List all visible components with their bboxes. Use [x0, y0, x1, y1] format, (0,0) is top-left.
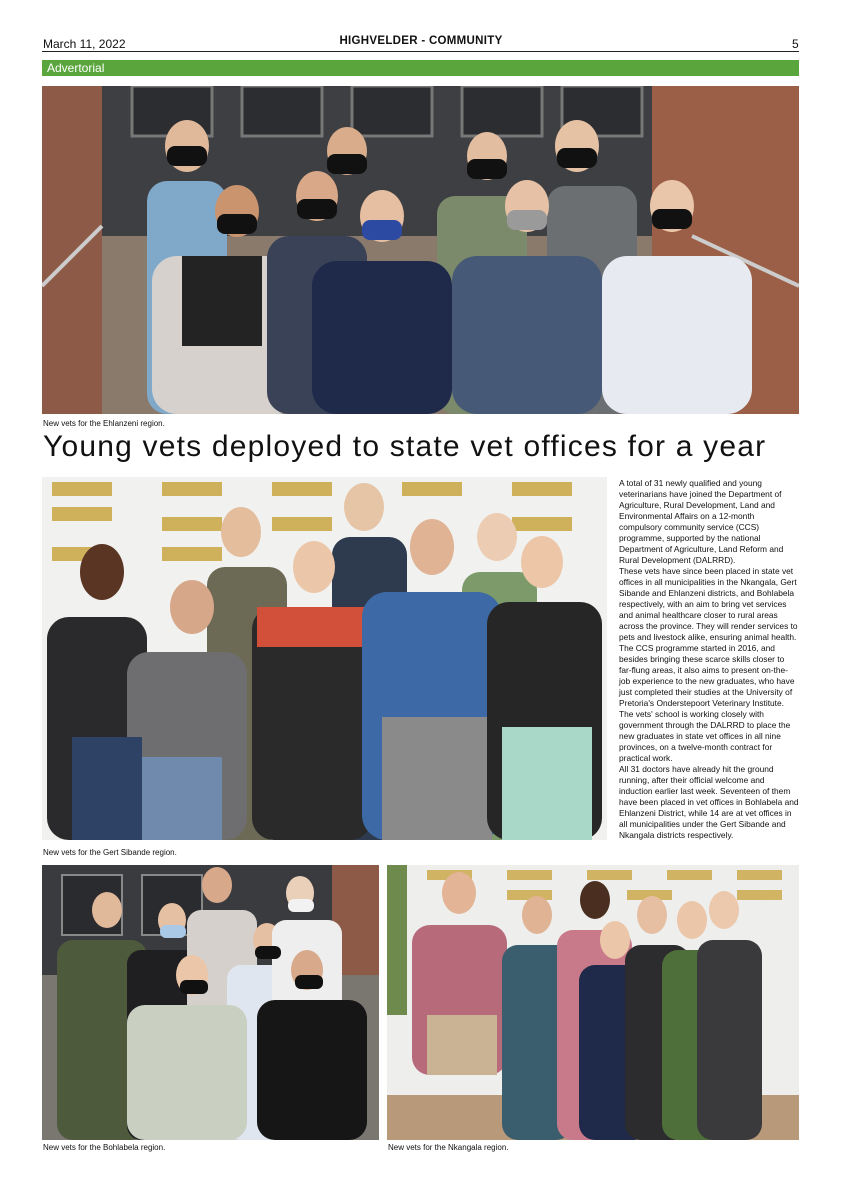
- photo-nkangala: [387, 865, 799, 1140]
- advertorial-label: Advertorial: [47, 61, 105, 75]
- photo-ehlanzeni: [42, 86, 799, 414]
- caption-nkangala: New vets for the Nkangala region.: [388, 1143, 509, 1152]
- advertorial-banner: [42, 60, 799, 76]
- issue-date: March 11, 2022: [43, 37, 126, 51]
- photo-bohlabela: [42, 865, 379, 1140]
- article-paragraph: These vets have since been placed in state vet offices in all municipalities in the Nkangala, Gert Sibande and Ehlanzeni districts, and Bohlabela respectively, with an aim to bring vet services and animal healthcare closer to rural areas across the province. They will render services to pets and livestock alike, ensuring animal health.: [619, 566, 798, 642]
- article-headline: Young vets deployed to state vet offices for a year: [43, 430, 767, 463]
- caption-gert-sibande: New vets for the Gert Sibande region.: [43, 848, 177, 857]
- section-title: HIGHVELDER - COMMUNITY: [339, 35, 503, 47]
- page-number: 5: [792, 37, 799, 51]
- article-paragraph: A total of 31 newly qualified and young veterinarians have joined the Department of Agriculture, Rural Development, Land and Environmental Affairs on a 12-month compulsory community service (CCS) programme, supported by the national Department of Agriculture, Land Reform and Rural Development (DALRRD).: [619, 478, 784, 565]
- article-paragraph: All 31 doctors have already hit the ground running, after their official welcome and induction earlier last week. Seventeen of them have been placed in vet offices in Bohlabela and Ehlanzeni District, while 14 are at vet offices in all municipalities under the Gert Sibande and Nkangala districts respectively.: [619, 764, 799, 840]
- caption-ehlanzeni: New vets for the Ehlanzeni region.: [43, 419, 165, 428]
- article-body: [619, 478, 799, 841]
- article-paragraph: The CCS programme started in 2016, and besides bringing these scarce skills closer to far-flung areas, it also aims to present on-the-job experience to the new graduates, who have just completed their studies at the University of Pretoria's Onderstepoort Veterinary Institute. The vets' school is working closely with government through the DALRRD to place the new graduates in state vet offices in all nine provinces, on a twelve-month contract for practical work.: [619, 643, 795, 763]
- header-rule: [42, 51, 799, 52]
- caption-bohlabela: New vets for the Bohlabela region.: [43, 1143, 166, 1152]
- photo-gert-sibande: [42, 477, 607, 840]
